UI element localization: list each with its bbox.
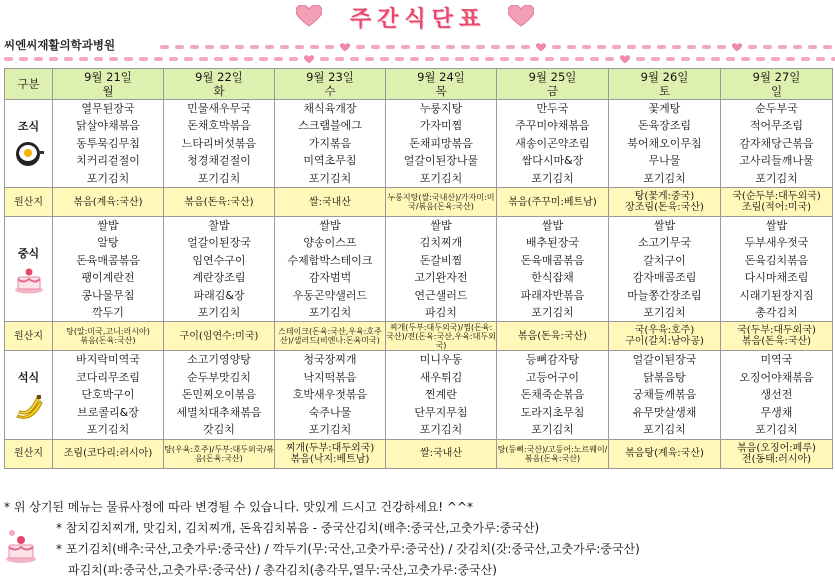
menu-item: 청경채겉절이 <box>187 154 251 168</box>
menu-item: 얼갈이된장국 <box>632 353 697 367</box>
decorative-divider <box>4 52 835 66</box>
origin-cell: 볶음(돈육:국산) <box>164 188 275 217</box>
small-heart-icon <box>536 43 546 52</box>
menu-cell <box>164 351 275 439</box>
menu-item: 단무지무침 <box>414 405 468 419</box>
menu-item: 포기김치 <box>531 171 574 185</box>
menu-item: 돈채호박볶음 <box>187 119 251 133</box>
menu-cell <box>609 217 721 322</box>
title-area <box>0 0 835 34</box>
menu-item: 낙지떡볶음 <box>303 370 357 384</box>
menu-item: 소고기영양탕 <box>187 353 251 367</box>
menu-item: 닭살야채볶음 <box>76 119 140 133</box>
menu-item: 꽃게탕 <box>648 102 681 115</box>
menu-cell <box>386 100 497 188</box>
cake-icon <box>4 528 38 564</box>
menu-cell <box>609 100 721 188</box>
origin-cell: 국(우육:호주) 구이(갈치:남아공) <box>609 322 721 351</box>
menu-item: 브로콜리&장 <box>77 405 139 419</box>
day-header <box>53 69 164 100</box>
menu-item: 숙주나물 <box>308 405 352 419</box>
page-title: 주간식단표 <box>349 7 487 32</box>
menu-item: 쌀밥 <box>765 219 788 233</box>
origin-cell: 구이(임연수:미국) <box>164 322 275 351</box>
menu-item: 생선전 <box>760 388 793 402</box>
menu-item: 총각김치 <box>755 306 798 320</box>
origin-row <box>5 322 833 351</box>
small-heart-icon <box>304 55 314 64</box>
menu-item: 감자범벅 <box>308 271 352 285</box>
origin-cell: 조림(코다리:러시아) <box>53 439 164 468</box>
menu-item: 콩나물무침 <box>81 288 135 302</box>
origin-cell: 탕(우육:호주)/두부:대두외국/볶음(돈육:국산) <box>164 439 275 468</box>
menu-item: 채식육개장 <box>303 102 357 115</box>
menu-item: 찰밥 <box>208 219 230 233</box>
menu-item: 감자채당근볶음 <box>739 136 814 150</box>
menu-item: 배추된장국 <box>525 236 580 250</box>
meal-rows <box>5 100 833 469</box>
menu-cell <box>275 351 386 439</box>
menu-item: 돈육장조림 <box>637 119 692 133</box>
fried-egg-icon <box>14 139 44 169</box>
note-line: * 참치김치찌개, 맛김치, 김치찌개, 돈육김치볶음 - 중국산김치(배추:중국산,고춧가루:중국산) <box>56 521 540 535</box>
menu-item: 돈육김치볶음 <box>744 253 809 267</box>
menu-item: 고등어구이 <box>525 370 580 384</box>
menu-item: 가지볶음 <box>308 136 352 150</box>
menu-cell <box>497 351 609 439</box>
heart-icon <box>296 5 322 27</box>
day-header <box>609 69 721 100</box>
menu-item: 포기김치 <box>86 423 130 437</box>
header-label: 구분 <box>5 69 53 100</box>
menu-item: 포기김치 <box>643 306 686 320</box>
menu-item: 포기김치 <box>643 423 686 437</box>
menu-item: 돈갈비찜 <box>419 253 463 267</box>
menu-item: 청국장찌개 <box>303 353 357 367</box>
menu-item: 포기김치 <box>86 171 130 185</box>
menu-item: 다시마채조림 <box>744 271 809 285</box>
menu-cell <box>497 100 609 188</box>
menu-cell <box>721 217 833 322</box>
menu-item: 두부새우젓국 <box>744 236 809 250</box>
menu-item: 팽이계란전 <box>81 271 135 285</box>
menu-item: 한식잡채 <box>531 271 574 285</box>
menu-item: 동투묵김무침 <box>76 136 140 150</box>
menu-item: 포기김치 <box>197 171 241 185</box>
menu-item: 수제함박스테이크 <box>287 253 373 267</box>
note-line: 파김치(파:중국산,고춧가루:중국산) / 총각김치(총각무,열무:국산,고춧가루:중국산) <box>68 563 497 577</box>
menu-item: 순두부국 <box>755 102 798 115</box>
menu-cell <box>497 217 609 322</box>
meal-row <box>5 351 833 439</box>
menu-item: 돈육매콤볶음 <box>76 253 140 267</box>
menu-item: 바지락미역국 <box>76 353 140 367</box>
menu-item: 무나물 <box>648 154 681 168</box>
menu-item: 포기김치 <box>643 171 686 185</box>
menu-item: 미역초무침 <box>303 154 357 168</box>
origin-cell: 쌀:국내산 <box>275 188 386 217</box>
small-heart-icon <box>620 55 630 64</box>
origin-cell: 볶음(돈육:국산) <box>497 322 609 351</box>
day-weekday: 목 <box>435 84 447 98</box>
day-date: 9월 25일 <box>528 70 577 84</box>
menu-cell <box>164 100 275 188</box>
day-date: 9월 21일 <box>84 70 132 84</box>
menu-item: 미니우동 <box>419 353 463 367</box>
origin-cell: 볶음(계육:국산) <box>53 188 164 217</box>
origin-cell: 찌개(두부:대두외국)/찜(돈육:국산)/전(돈육:국산,우육:대두외국) <box>386 322 496 350</box>
menu-item: 북어채오이무침 <box>627 136 702 150</box>
day-weekday: 일 <box>770 84 783 98</box>
weekly-menu-table <box>4 68 833 469</box>
origin-cell: 볶음(오징어:페루) 전(동태:러시아) <box>721 439 833 468</box>
menu-cell <box>53 100 164 188</box>
day-header <box>164 69 275 100</box>
menu-item: 돈육매콤볶음 <box>520 253 585 267</box>
menu-item: 포기김치 <box>419 423 463 437</box>
menu-cell <box>275 217 386 322</box>
day-date: 9월 24일 <box>417 70 465 84</box>
origin-cell: 탕(등뼈:국산)/고등어:노르웨이/볶음(돈육:국산) <box>497 439 609 468</box>
menu-item: 누룽지탕 <box>419 102 463 115</box>
menu-item: 우동곤약샐러드 <box>292 288 368 302</box>
day-header <box>497 69 609 100</box>
menu-item: 포기김치 <box>308 171 352 185</box>
meal-label <box>5 217 53 322</box>
day-weekday: 토 <box>658 84 671 98</box>
menu-item: 찐계란 <box>425 388 457 402</box>
menu-item: 포기김치 <box>419 171 463 185</box>
menu-item: 김치찌개 <box>419 236 463 250</box>
menu-item: 쌀밥 <box>430 219 452 233</box>
menu-item: 도라지초무침 <box>520 405 585 419</box>
menu-item: 돈채죽순볶음 <box>520 388 585 402</box>
menu-item: 연근샐러드 <box>414 288 468 302</box>
origin-cell: 국(두부:대두외국) 볶음(돈육:국산) <box>721 322 833 351</box>
menu-item: 시래기된장지짐 <box>739 288 814 302</box>
meal-label <box>5 100 53 188</box>
cake-icon <box>13 266 45 294</box>
menu-item: 소고기무국 <box>637 236 692 250</box>
menu-item: 스크램블에그 <box>298 119 362 133</box>
menu-item: 쌀밥 <box>97 219 119 233</box>
menu-item: 파김치 <box>425 306 457 320</box>
footnotes <box>4 497 640 581</box>
origin-cell: 볶음(주꾸미:베트남) <box>497 188 609 217</box>
day-weekday: 월 <box>102 84 114 98</box>
day-header <box>275 69 386 100</box>
origin-cell: 탕(알:미국,고니:러시아) 볶음(돈육:국산) <box>53 322 164 351</box>
menu-item: 포기김치 <box>531 306 574 320</box>
menu-cell <box>53 351 164 439</box>
origin-cell: 찌개(두부:대두외국) 볶음(낙지:베트남) <box>275 439 386 468</box>
note-line: * 위 상기된 메뉴는 물류사정에 따라 변경될 수 있습니다. 맛있게 드시고 건강하세요! ^^* <box>4 500 474 514</box>
origin-label: 원산지 <box>5 188 53 217</box>
origin-cell: 국(순두부:대두외국) 조림(적어:미국) <box>721 188 833 217</box>
day-weekday: 금 <box>546 84 559 98</box>
origin-cell: 쌀:국내산 <box>386 439 497 468</box>
menu-item: 코다리무조림 <box>76 370 140 384</box>
menu-item: 갈치구이 <box>643 253 686 267</box>
meal-name: 중식 <box>17 246 40 260</box>
menu-item: 세멸치대추채볶음 <box>176 405 262 419</box>
heart-icon <box>508 5 534 27</box>
note-line: * 포기김치(배추:국산,고춧가루:중국산) / 깍두기(무:국산,고춧가루:중국산) / 갓김치(갓:중국산,고춧가루:중국산) <box>56 542 640 556</box>
menu-item: 오징어야채볶음 <box>739 370 814 384</box>
menu-item: 쌀밥 <box>541 219 564 233</box>
meal-name: 석식 <box>17 371 40 385</box>
menu-item: 임연수구이 <box>192 253 246 267</box>
origin-label: 원산지 <box>5 439 53 468</box>
menu-item: 순두부맛김치 <box>187 370 251 384</box>
menu-item: 느타리버섯볶음 <box>181 136 257 150</box>
menu-item: 고사리들깨나물 <box>739 154 814 168</box>
day-date: 9월 27일 <box>752 70 801 84</box>
day-date: 9월 23일 <box>306 70 354 84</box>
origin-cell: 탕(꽃게:중국) 장조림(돈육:국산) <box>609 188 721 217</box>
menu-item: 민물새우무국 <box>187 102 251 115</box>
day-weekday: 수 <box>324 84 336 98</box>
menu-item: 갓김치 <box>203 423 235 437</box>
banana-icon <box>14 391 44 421</box>
menu-item: 적어무조림 <box>749 119 804 133</box>
menu-cell <box>721 100 833 188</box>
small-heart-icon <box>340 43 350 52</box>
menu-item: 치커리겉절이 <box>76 154 140 168</box>
menu-item: 포기김치 <box>755 423 798 437</box>
origin-cell: 스테이크(돈육:국산,우육:호주산)/샐러드(비엔나:돈육미국) <box>275 322 386 351</box>
menu-cell <box>386 351 497 439</box>
meal-row <box>5 217 833 322</box>
menu-item: 유무맛살생채 <box>632 405 697 419</box>
menu-item: 알탕 <box>97 236 119 250</box>
menu-item: 만두국 <box>536 102 569 115</box>
hospital-name: 씨엔씨재활의학과병원 <box>4 38 116 52</box>
origin-label: 원산지 <box>5 322 53 351</box>
menu-item: 쌈다시마&장 <box>521 154 584 168</box>
day-weekday: 화 <box>213 84 225 98</box>
menu-item: 단호박구이 <box>81 388 135 402</box>
menu-item: 미역국 <box>760 353 793 367</box>
meal-name: 조식 <box>17 119 40 133</box>
menu-item: 주꾸미야채볶음 <box>515 119 590 133</box>
menu-cell <box>275 100 386 188</box>
menu-item: 포기김치 <box>531 423 574 437</box>
menu-item: 닭볶음탕 <box>643 370 686 384</box>
menu-cell <box>721 351 833 439</box>
origin-cell: 누룽지탕(쌀:국내산)/가자미:미국/볶음(돈육:국산) <box>386 188 497 217</box>
menu-item: 호박새우젓볶음 <box>292 388 368 402</box>
day-header <box>721 69 833 100</box>
day-date: 9월 26일 <box>640 70 689 84</box>
meal-label <box>5 351 53 439</box>
small-heart-icon <box>732 43 742 52</box>
menu-item: 포기김치 <box>308 423 352 437</box>
day-date: 9월 22일 <box>195 70 243 84</box>
menu-cell <box>53 217 164 322</box>
menu-item: 열무된장국 <box>81 102 135 115</box>
menu-item: 마늘쫑간장조림 <box>627 288 702 302</box>
menu-item: 포기김치 <box>197 306 241 320</box>
menu-cell <box>609 351 721 439</box>
menu-item: 쌀밥 <box>653 219 676 233</box>
menu-item: 감자매콤조림 <box>632 271 697 285</box>
menu-cell <box>386 217 497 322</box>
origin-row <box>5 439 833 468</box>
menu-item: 포기김치 <box>308 306 352 320</box>
menu-item: 새우튀김 <box>419 370 463 384</box>
menu-item: 고기완자전 <box>414 271 468 285</box>
menu-item: 얼갈이된장국 <box>187 236 251 250</box>
menu-item: 양송이스프 <box>303 236 357 250</box>
menu-item: 쌀밥 <box>319 219 341 233</box>
menu-item: 새송이곤약조림 <box>515 136 590 150</box>
origin-cell: 볶음탕(계육:국산) <box>609 439 721 468</box>
menu-item: 얼갈이된장나물 <box>403 154 479 168</box>
menu-item: 가자미찜 <box>419 119 463 133</box>
menu-item: 궁채들깨볶음 <box>632 388 697 402</box>
menu-item: 깍두기 <box>92 306 124 320</box>
menu-item: 무생채 <box>760 405 793 419</box>
menu-item: 돈채피망볶음 <box>409 136 473 150</box>
origin-row <box>5 188 833 217</box>
meal-row <box>5 100 833 188</box>
menu-item: 파래김&장 <box>193 288 245 302</box>
menu-item: 포기김치 <box>755 171 798 185</box>
header-row <box>5 69 833 100</box>
day-header <box>386 69 497 100</box>
menu-cell <box>164 217 275 322</box>
menu-item: 돈민찌오이볶음 <box>181 388 257 402</box>
menu-item: 계란장조림 <box>192 271 246 285</box>
menu-item: 등뼈감자탕 <box>525 353 580 367</box>
menu-item: 파래자반볶음 <box>520 288 585 302</box>
